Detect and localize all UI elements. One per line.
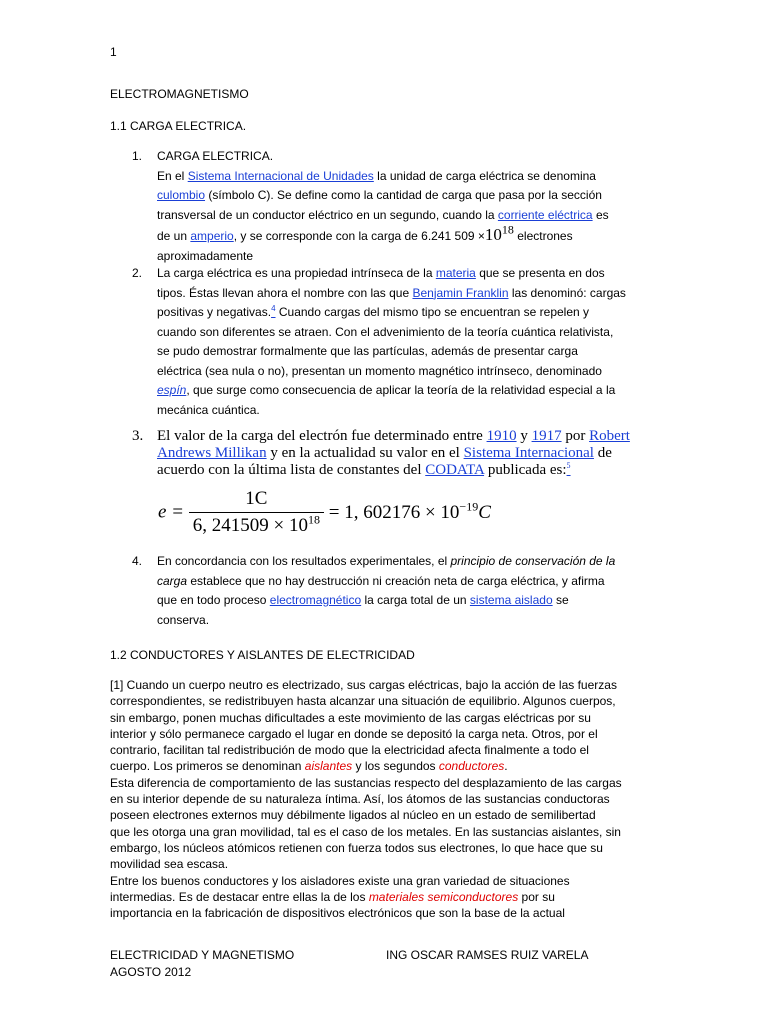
formula-denominator: 6, $241509 \times 10^{18}$ (192, 512, 320, 536)
text-line: en su interior depende de su naturaleza íntima. Así, los átomos de las sustancias conductoras (110, 792, 610, 807)
list-number: 3. (132, 428, 144, 444)
text-line: carga establece que no hay destrucción ni creación neta de carga eléctrica, y afirma (157, 573, 605, 588)
link-sistema-aislado[interactable]: sistema aislado (469, 593, 553, 607)
text-line: intermedias. Es de destacar entre ellas la de los materiales semiconductores por su (110, 889, 555, 904)
link-amperio[interactable]: amperio (190, 229, 234, 243)
link-andrews-millikan[interactable]: Andrews Millikan (157, 445, 267, 461)
text-line: conserva. (157, 612, 210, 627)
text-line: transversal de un conductor eléctrico en un segundo, cuando la corriente eléctrica es (157, 207, 609, 222)
text-line: de un amperio, y se corresponde con la carga de 6.241 $509 \times 10^{18}$ electrones (157, 222, 573, 244)
scientific-notation: $10^{18}$ (484, 222, 514, 244)
text-line: mecánica cuántica. (157, 402, 260, 417)
formula-rhs: = 1, $602176 \times 10^{-19}C$ (328, 499, 491, 523)
footer-author: ING OSCAR RAMSES RUIZ VARELA (386, 948, 589, 962)
text-line: En concordancia con los resultados experimentales, el principio de conservación de la (157, 554, 616, 568)
link-materia[interactable]: materia (435, 266, 476, 280)
link-benjamin-franklin[interactable]: Benjamin Franklin (412, 285, 509, 300)
list-number: 2. (132, 266, 143, 280)
section-heading-conductores-aislantes: 1.2 CONDUCTORES Y AISLANTES DE ELECTRICIDAD (110, 648, 415, 662)
text-line: se pudo demostrar formalmente que las partículas, además de presentar carga (157, 344, 578, 358)
formula-lhs: e = (158, 501, 185, 523)
text-line: cuando son diferentes se atraen. Con el advenimiento de la teoría cuántica relativista, (157, 324, 614, 339)
link-culombio[interactable]: culombio (157, 188, 206, 202)
text-line: contrario, facilitan tal redistribución de modo que la electricidad afecta finalmente a todo el (110, 743, 589, 758)
text-line: Andrews Millikan y en la actualidad su valor en el Sistema Internacional de (157, 445, 612, 461)
list-number: 1. (132, 149, 143, 163)
text-line: poseen electrones externos muy débilmente ligados al núcleo en un estado de semilibertad (110, 808, 596, 823)
text-line: correspondientes, se redistribuyen hasta alcanzar una situación de equilibrio. Algunos cuerpos, (110, 694, 616, 709)
text-line: embargo, los núcleos atómicos retienen con fuerza todos sus electrones, lo que hace que su (110, 840, 603, 855)
text-line: La carga eléctrica es una propiedad intrínseca de la materia que se presenta en dos (157, 266, 605, 280)
page-number: 1 (110, 45, 117, 59)
section-heading-carga-electrica: 1.1 CARGA ELECTRICA. (110, 119, 247, 133)
text-line: El valor de la carga del electrón fue determinado entre 1910 y 1917 por Robert (157, 428, 630, 444)
text-line: acuerdo con la última lista de constantes del CODATA publicada es:$^5$ (157, 461, 571, 478)
text-line: tipos. Éstas llevan ahora el nombre con las que Benjamin Franklin las denominó: cargas (157, 285, 626, 300)
text-line: En el Sistema Internacional de Unidades la unidad de carga eléctrica se denomina (157, 168, 596, 183)
text-line: Esta diferencia de comportamiento de las sustancias respecto del desplazamiento de las cargas (110, 775, 622, 790)
text-line: Entre los buenos conductores y los aisladores existe una gran variedad de situaciones (110, 873, 570, 888)
text-line: espín, que surge como consecuencia de aplicar la teoría de la relatividad especial a la (157, 383, 616, 397)
footnote-ref-5[interactable]: 5 (566, 461, 571, 470)
document-title: ELECTROMAGNETISMO (110, 87, 249, 101)
text-line: cuerpo. Los primeros se denominan aislantes y los segundos conductores. (110, 759, 508, 774)
footer-date: AGOSTO 2012 (110, 965, 192, 979)
link-electromagnetico[interactable]: electromagnético (269, 593, 362, 607)
text-line: que les otorga una gran movilidad, tal es el caso de los metales. En las sustancias aislantes, sin (110, 824, 621, 839)
text-line: movilidad sea escasa. (110, 857, 229, 872)
text-line: eléctrica (sea nula o no), presentan un momento magnético intrínseco, denominado (157, 363, 602, 378)
text-line: que en todo proceso electromagnético la carga total de un sistema aislado se (157, 593, 569, 607)
formula-numerator: 1C (189, 488, 324, 513)
text-line: positivas y negativas.$^4$ Cuando cargas del mismo tipo se encuentran se repelen y (157, 304, 590, 319)
item-title: CARGA ELECTRICA. (157, 149, 274, 163)
link-1910[interactable]: 1910 (486, 428, 517, 444)
link-codata[interactable]: CODATA (425, 462, 485, 478)
term-materiales-semiconductores: materiales semiconductores (368, 889, 519, 904)
footnote-ref-4[interactable]: 4 (271, 304, 276, 313)
link-sistema-internacional-unidades[interactable]: Sistema Internacional de Unidades (187, 168, 374, 183)
charge-formula (158, 488, 491, 537)
link-espin[interactable]: espín (157, 383, 187, 397)
text-line: aproximadamente (157, 248, 254, 263)
body-paragraph (110, 677, 670, 921)
link-1917[interactable]: 1917 (531, 428, 562, 444)
footer-course: ELECTRICIDAD Y MAGNETISMO (110, 948, 295, 962)
link-corriente-electrica[interactable]: corriente eléctrica (497, 207, 593, 222)
text-line: interior y sólo permanece cargado el lugar en donde se depositó la carga neta. Otros, por el (110, 726, 598, 741)
term-aislantes: aislantes (304, 759, 353, 774)
text-line: culombio (símbolo C). Se define como la cantidad de carga que pasa por la sección (157, 188, 602, 202)
text-line: sin embargo, ponen muchas dificultades a este movimiento de las cargas eléctricas por su (110, 710, 591, 725)
term-conductores: conductores (438, 759, 505, 774)
text-line: [1] Cuando un cuerpo neutro es electrizado, sus cargas eléctricas, bajo la acción de las fuerzas (110, 678, 617, 692)
link-robert[interactable]: Robert (589, 428, 630, 444)
link-sistema-internacional[interactable]: Sistema Internacional (463, 445, 594, 461)
text-line: importancia en la fabricación de dispositivos electrónicos que son la base de la actual (110, 906, 565, 921)
formula-fraction (189, 488, 324, 537)
list-number: 4. (132, 554, 143, 568)
